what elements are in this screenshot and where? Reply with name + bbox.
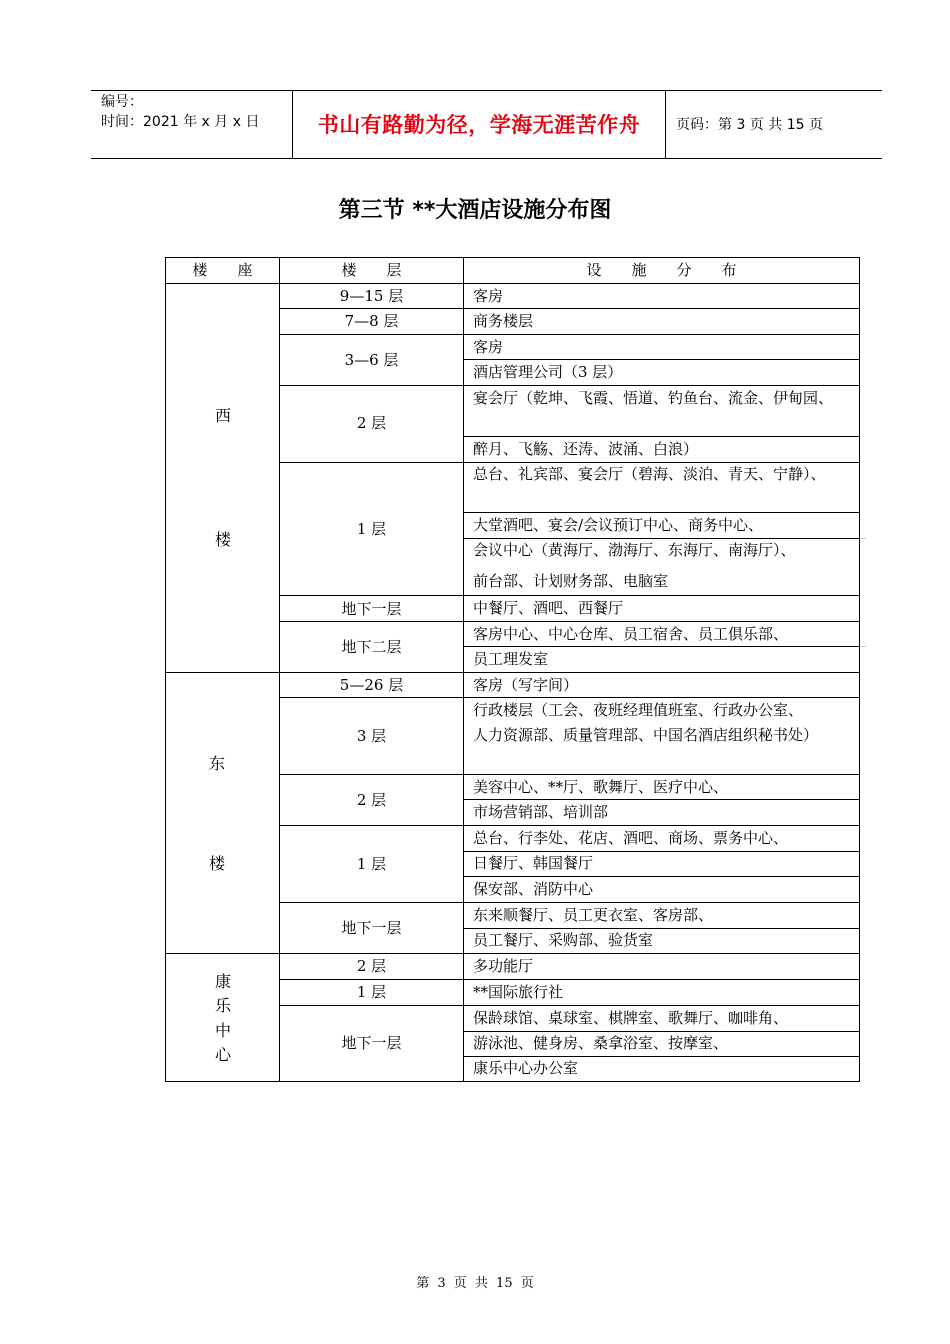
facility-cell: 日餐厅、韩国餐厅 bbox=[473, 854, 594, 872]
page-title: 第三节 **大酒店设施分布图 bbox=[338, 198, 612, 223]
header-motto: 书山有路勤为径，学海无涯苦作舟 bbox=[317, 113, 641, 137]
floor-cell: 3—6 层 bbox=[344, 351, 399, 369]
facility-cell: 总台、行李处、花店、酒吧、商场、票务中心、 bbox=[473, 829, 789, 847]
doc-code-label: 编号： bbox=[101, 94, 143, 110]
floor-cell: 地下一层 bbox=[341, 1034, 402, 1052]
building-label-kangle: 乐 bbox=[214, 996, 231, 1015]
facility-cell: 游泳池、健身房、桑拿浴室、按摩室、 bbox=[473, 1034, 729, 1052]
floor-cell: 地下一层 bbox=[341, 919, 402, 937]
floor-cell: 1 层 bbox=[356, 983, 387, 1001]
floor-cell: 2 层 bbox=[356, 957, 387, 975]
facility-cell: 东来顺餐厅、员工更衣室、客房部、 bbox=[473, 906, 714, 924]
facility-cell: 总台、礼宾部、宴会厅（碧海、淡泊、青天、宁静）、 bbox=[473, 465, 826, 483]
facility-cell: 康乐中心办公室 bbox=[473, 1059, 579, 1077]
facility-cell: 人力资源部、质量管理部、中国名酒店组织秘书处） bbox=[473, 726, 819, 744]
floor-cell: 1 层 bbox=[356, 520, 387, 538]
facility-cell: 醉月、飞觞、还涛、波涌、白浪） bbox=[473, 440, 699, 458]
column-header-floor: 楼 层 bbox=[341, 261, 402, 279]
facility-cell: 客房 bbox=[473, 338, 504, 356]
facility-cell: 会议中心（黄海厅、渤海厅、东海厅、南海厅）、 bbox=[473, 541, 796, 559]
facility-cell: 美容中心、**厅、歌舞厅、医疗中心、 bbox=[473, 778, 729, 796]
facility-cell: 客房 bbox=[473, 287, 504, 305]
building-label-kangle: 康 bbox=[214, 972, 231, 991]
facility-cell: 宴会厅（乾坤、飞霞、悟道、钓鱼台、流金、伊甸园、 bbox=[473, 389, 834, 407]
facility-cell: 市场营销部、培训部 bbox=[473, 803, 609, 821]
floor-cell: 地下二层 bbox=[341, 638, 402, 656]
facility-cell: 员工理发室 bbox=[473, 650, 549, 668]
facility-cell: 保安部、消防中心 bbox=[473, 880, 594, 898]
building-label-east: 东 bbox=[208, 754, 225, 773]
floor-cell: 1 层 bbox=[356, 855, 387, 873]
facility-cell: 中餐厅、酒吧、西餐厅 bbox=[473, 599, 624, 617]
column-header-building: 楼 座 bbox=[192, 261, 253, 279]
facility-cell: **国际旅行社 bbox=[473, 983, 564, 1001]
facility-cell: 酒店管理公司（3 层） bbox=[473, 363, 623, 381]
floor-cell: 2 层 bbox=[356, 414, 387, 432]
building-label-kangle: 心 bbox=[214, 1045, 231, 1064]
header-page-info: 页码：第 3 页 共 15 页 bbox=[676, 117, 823, 133]
facility-cell: 商务楼层 bbox=[473, 312, 534, 330]
facility-cell: 行政楼层（工会、夜班经理值班室、行政办公室、 bbox=[473, 701, 804, 719]
facility-cell: 多功能厅 bbox=[473, 957, 534, 975]
facility-cell: 大堂酒吧、宴会/会议预订中心、商务中心、 bbox=[473, 516, 764, 534]
facility-cell: 前台部、计划财务部、电脑室 bbox=[473, 572, 669, 590]
facility-cell: 保龄球馆、桌球室、棋牌室、歌舞厅、咖啡角、 bbox=[473, 1009, 789, 1027]
facility-cell: 客房（写字间） bbox=[473, 676, 579, 694]
floor-cell: 9—15 层 bbox=[339, 287, 404, 305]
doc-time-label: 时间：2021 年 x 月 x 日 bbox=[101, 114, 260, 130]
building-label-kangle: 中 bbox=[214, 1021, 231, 1040]
header-divider bbox=[665, 90, 666, 158]
floor-cell: 5—26 层 bbox=[339, 676, 404, 694]
floor-cell: 7—8 层 bbox=[344, 312, 399, 330]
page-footer: 第 3 页 共 15 页 bbox=[416, 1276, 534, 1291]
floor-cell: 3 层 bbox=[356, 727, 387, 745]
header-meta bbox=[101, 92, 291, 132]
building-label-west: 楼 bbox=[214, 530, 231, 549]
floor-cell: 地下一层 bbox=[341, 600, 402, 618]
building-label-east: 楼 bbox=[208, 854, 225, 873]
building-label-west: 西 bbox=[214, 406, 231, 425]
facility-cell: 员工餐厅、采购部、验货室 bbox=[473, 931, 654, 949]
column-header-facilities: 设 施 分 布 bbox=[586, 261, 737, 279]
header-bottom-rule bbox=[91, 158, 882, 159]
floor-cell: 2 层 bbox=[356, 791, 387, 809]
facility-cell: 客房中心、中心仓库、员工宿舍、员工俱乐部、 bbox=[473, 625, 789, 643]
